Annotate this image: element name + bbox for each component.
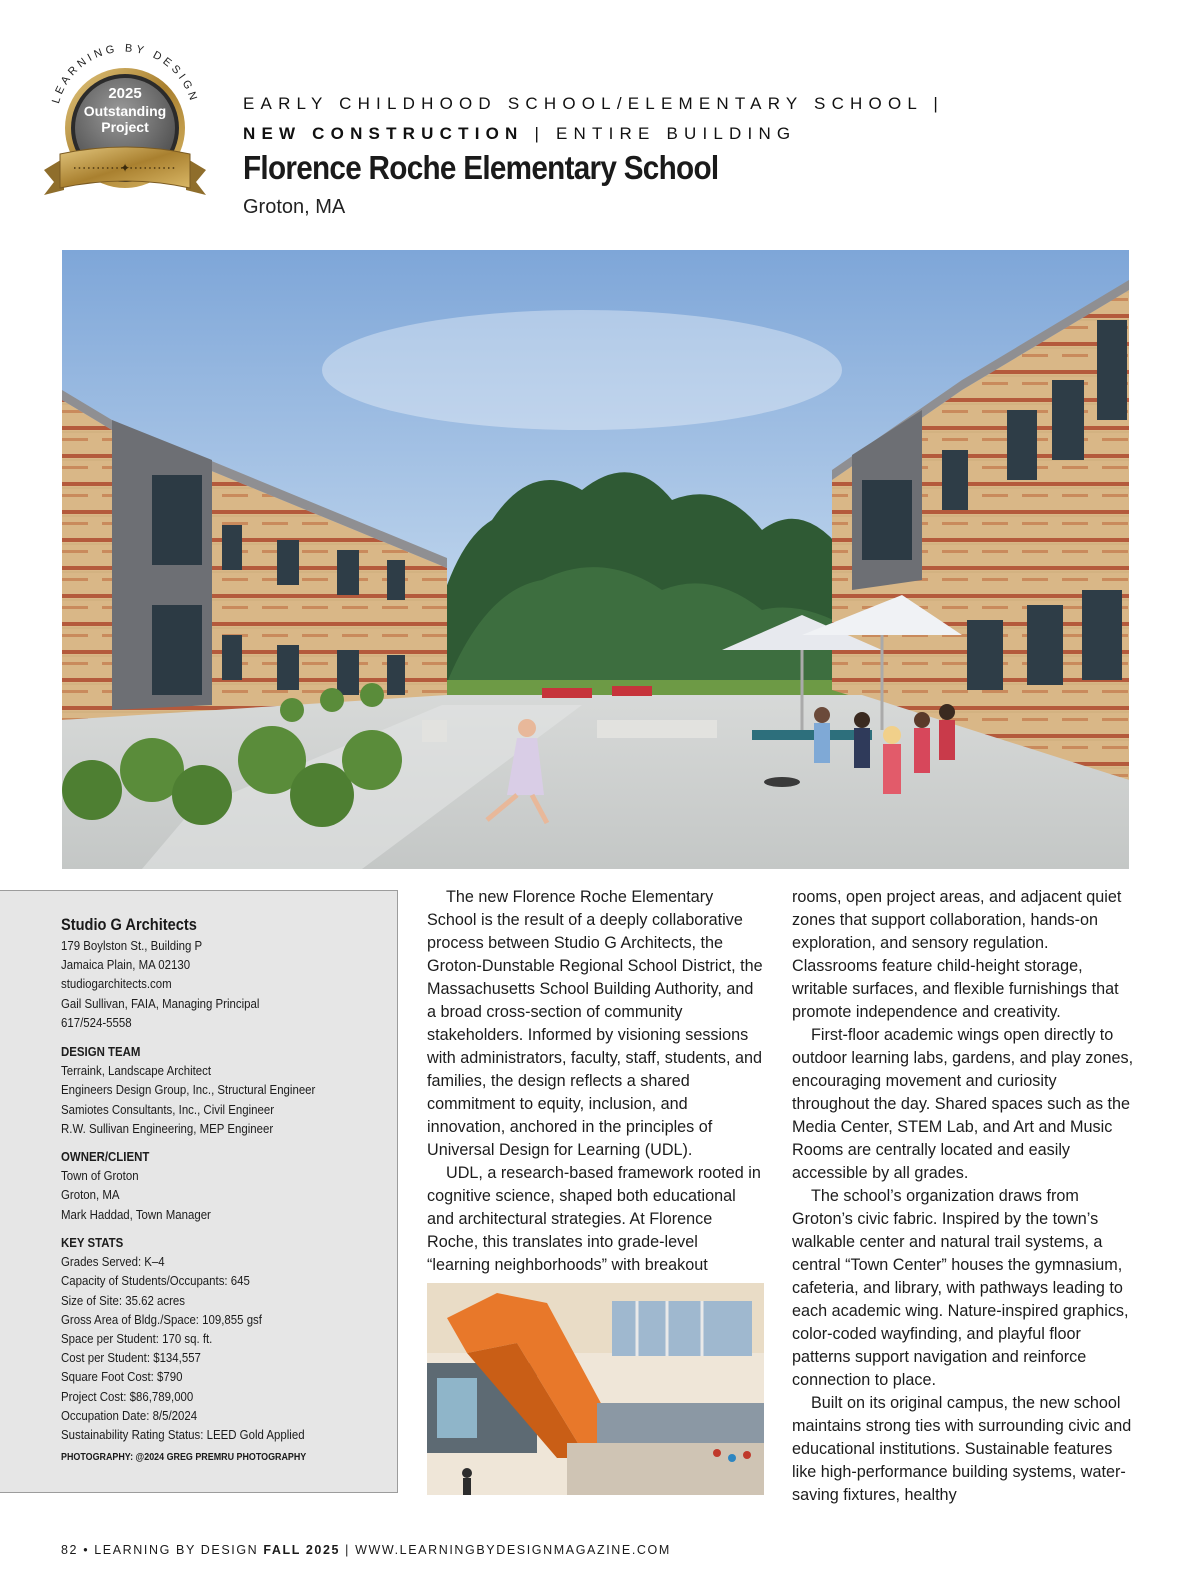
ribbon-star-icon: ✦: [119, 161, 131, 175]
stat-space-per-student: Space per Student: 170 sq. ft.: [61, 1331, 213, 1347]
category-line-2: [243, 119, 944, 149]
design-team-member: Terraink, Landscape Architect: [61, 1063, 212, 1079]
project-title: Florence Roche Elementary School: [243, 149, 719, 186]
firm-name: Studio G Architects: [61, 915, 197, 934]
owner-line: Town of Groton: [61, 1168, 139, 1184]
stat-site-size: Size of Site: 35.62 acres: [61, 1292, 186, 1308]
design-team-section: [61, 1042, 315, 1138]
category-separator: |: [523, 124, 556, 143]
stat-cost-per-student: Cost per Student: $134,557: [61, 1350, 201, 1366]
category-construction-type: NEW CONSTRUCTION: [243, 124, 524, 143]
project-category: [243, 89, 944, 149]
stat-grades: Grades Served: K–4: [61, 1254, 165, 1270]
stat-capacity: Capacity of Students/Occupants: 645: [61, 1273, 250, 1289]
award-badge: [40, 30, 210, 205]
key-stats-heading: KEY STATS: [61, 1235, 124, 1250]
footer-separator: |: [345, 1543, 350, 1557]
badge-year: 2025: [108, 85, 142, 102]
owner-line: Mark Haddad, Town Manager: [61, 1206, 211, 1222]
category-line-1: EARLY CHILDHOOD SCHOOL/ELEMENTARY SCHOOL |: [243, 94, 944, 113]
stat-sustainability: Sustainability Rating Status: LEED Gold Applied: [61, 1427, 305, 1443]
footer-bullet: •: [83, 1543, 90, 1557]
stat-project-cost: Project Cost: $86,789,000: [61, 1388, 194, 1404]
firm-phone: 617/524-5558: [61, 1014, 132, 1030]
badge-arc-text: LEARNING BY DESIGN: [50, 42, 201, 106]
firm-address: 179 Boylston St., Building P: [61, 938, 203, 953]
page-number: 82: [61, 1543, 79, 1557]
firm-details: [61, 936, 259, 1032]
key-stats-section: [61, 1233, 305, 1444]
article-column-2: [792, 886, 1134, 1507]
design-team-member: R.W. Sullivan Engineering, MEP Engineer: [61, 1120, 274, 1136]
category-scope: ENTIRE BUILDING: [556, 124, 797, 143]
article-paragraph: The new Florence Roche Elementary School is the result of a deeply collaborative process between Studio G Architects, the Groton-Dunstable Regional School District, the Massachusetts School Building Authority, and a broad cross-section of community stakeholders. Informed by visioning sessions with administrators, faculty, staff, students, and families, the design reflects a shared commitment to equity, inclusion, and innovation, anchored in the principles of Universal Design for Learning (UDL).: [427, 888, 763, 1159]
design-team-member: Samiotes Consultants, Inc., Civil Engineer: [61, 1101, 275, 1117]
design-team-heading: DESIGN TEAM: [61, 1044, 141, 1059]
firm-website: studiogarchitects.com: [61, 976, 172, 992]
article-paragraph: rooms, open project areas, and adjacent quiet zones that support collaboration, hands-on exploration, and sensory regulation. Classrooms feature child-height storage, writable surfaces, and flexible furnishings that promote independence and creativity.: [792, 888, 1122, 1021]
owner-section: [61, 1147, 211, 1224]
firm-contact: Gail Sullivan, FAIA, Managing Principal: [61, 995, 260, 1011]
magazine-url: WWW.LEARNINGBYDESIGNMAGAZINE.COM: [355, 1543, 671, 1557]
owner-heading: OWNER/CLIENT: [61, 1149, 150, 1164]
project-location: Groton, MA: [243, 196, 346, 218]
article-paragraph: Built on its original campus, the new school maintains strong ties with surrounding civic and educational institutions. Sustainable features like high-performance building systems, water-saving fixtures, healthy: [792, 1394, 1132, 1504]
article-paragraph: The school’s organization draws from Groton’s civic fabric. Inspired by the town’s walkable center and natural trail systems, a central “Town Center” houses the gymnasium, cafeteria, and library, with pathways leading to each academic wing. Nature-inspired graphics, color-coded wayfinding, and playful floor patterns support navigation and reinforce connection to place.: [792, 1187, 1129, 1389]
interior-stair-photo: [427, 1283, 764, 1495]
firm-city: Jamaica Plain, MA 02130: [61, 957, 191, 973]
magazine-name: LEARNING BY DESIGN: [94, 1543, 259, 1557]
issue-label: FALL 2025: [263, 1543, 341, 1557]
stat-square-foot-cost: Square Foot Cost: $790: [61, 1369, 183, 1385]
article-column-1: [427, 886, 763, 1277]
owner-line: Groton, MA: [61, 1187, 120, 1203]
photo-credit: PHOTOGRAPHY: @2024 GREG PREMRU PHOTOGRAPHY: [61, 1451, 307, 1463]
article-paragraph: UDL, a research-based framework rooted in cognitive science, shaped both educational and architectural strategies. At Florence Roche, this translates into grade-level “learning neighborhoods” with breakout: [427, 1164, 761, 1274]
courtyard-photo: [62, 250, 1129, 869]
article-paragraph: First-floor academic wings open directly to outdoor learning labs, gardens, and play zones, encouraging movement and curiosity throughout the day. Shared spaces such as the Media Center, STEM Lab, and Art and Music Rooms are centrally located and easily accessible by all grades.: [792, 1026, 1134, 1182]
badge-line1: Outstanding: [83, 103, 167, 119]
stat-occupation-date: Occupation Date: 8/5/2024: [61, 1407, 198, 1423]
design-team-member: Engineers Design Group, Inc., Structural Engineer: [61, 1082, 316, 1098]
stat-gross-area: Gross Area of Bldg./Space: 109,855 gsf: [61, 1311, 262, 1327]
page-footer: [61, 1543, 671, 1557]
badge-line2: Project: [101, 119, 149, 135]
